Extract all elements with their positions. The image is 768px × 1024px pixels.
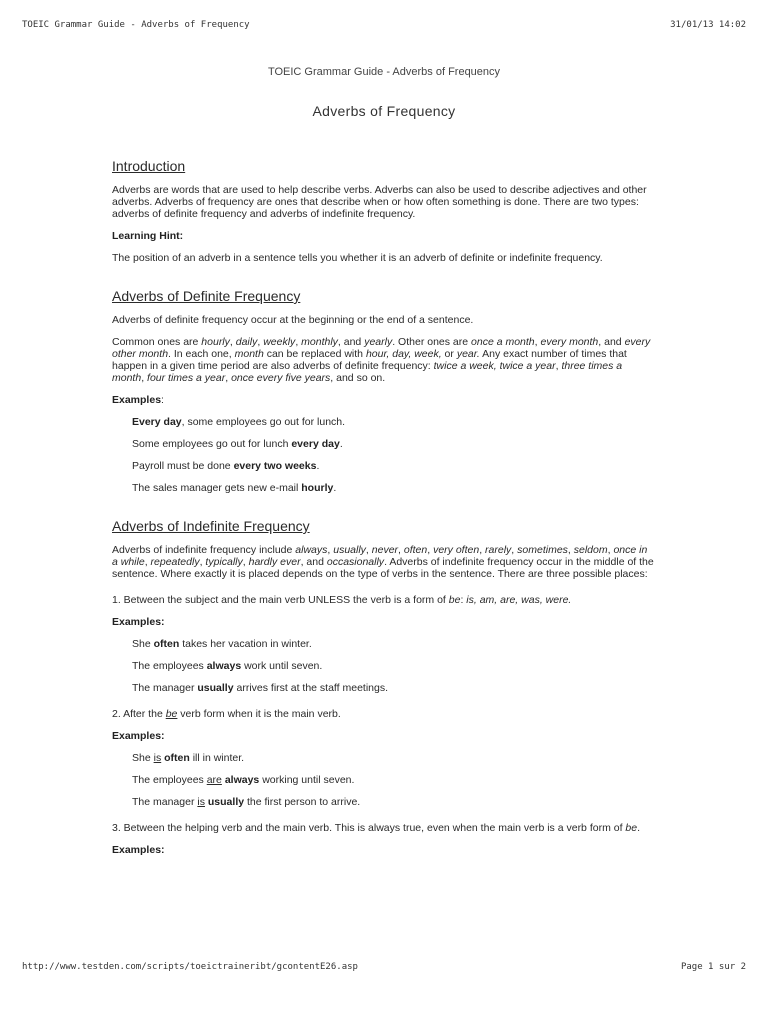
print-header [22, 20, 746, 30]
rule-1-example-1: She often takes her vacation in winter. [132, 638, 312, 650]
rule-3: 3. Between the helping verb and the main verb. This is always true, even when the main verb is a verb form of be. [112, 822, 641, 834]
rule-2-example-3: The manager is usually the first person to arrive. [132, 796, 361, 808]
definite-example-3: Payroll must be done every two weeks. [132, 460, 320, 472]
learning-hint-label: Learning Hint: [112, 230, 184, 242]
section-heading-definite-frequency: Adverbs of Definite Frequency [112, 288, 301, 304]
rule-2-examples-label: Examples: [112, 730, 165, 742]
indefinite-paragraph-1: Adverbs of indefinite frequency include always, usually, never, often, very often, rarely, sometimes, seldom, once in a while, repeatedly, typically, hardly ever, and occasionally. Adverbs of indefinite frequency occur in the middle of the sentence. Where exactly it is placed depends on the type of verbs in the sentence. There are three possible places: [112, 544, 654, 580]
definite-paragraph-1: Adverbs of definite frequency occur at the beginning or the end of a sentence. [112, 314, 474, 326]
print-footer-page-number: Page 1 sur 2 [680, 962, 746, 972]
rule-1-example-2: The employees always work until seven. [132, 660, 323, 672]
page-title: Adverbs of Frequency [312, 103, 456, 119]
print-header-datetime: 31/01/13 14:02 [670, 20, 746, 30]
print-footer-url: http://www.testden.com/scripts/toeictraineribt/gcontentE26.asp [22, 962, 358, 972]
intro-paragraph: Adverbs are words that are used to help describe verbs. Adverbs can also be used to describe adjectives and other adverbs. Adverbs of frequency are ones that describe when or how often something is done. There are two types: adverbs of definite frequency and adverbs of indefinite frequency. [112, 184, 647, 220]
section-heading-indefinite-frequency: Adverbs of Indefinite Frequency [112, 518, 310, 534]
learning-hint-text: The position of an adverb in a sentence tells you whether it is an adverb of definite or indefinite frequency. [112, 252, 603, 264]
print-footer [22, 962, 746, 972]
rule-3-examples-label: Examples: [112, 844, 165, 856]
rule-2-example-1: She is often ill in winter. [132, 752, 245, 764]
print-header-title: TOEIC Grammar Guide - Adverbs of Frequency [22, 20, 250, 30]
definite-paragraph-2: Common ones are hourly, daily, weekly, monthly, and yearly. Other ones are once a month, every month, and every other month. In each one, month can be replaced with hour, day, week, or year. Any exact number of times that happen in a given time period are also adverbs of definite frequency: twice a week, twice a year, three times a month, four times a year, once every five years, and so on. [112, 336, 651, 384]
rule-2-example-2: The employees are always working until seven. [132, 774, 355, 786]
rule-1-example-3: The manager usually arrives first at the staff meetings. [132, 682, 389, 694]
rule-2: 2. After the be verb form when it is the main verb. [112, 708, 341, 720]
rule-1: 1. Between the subject and the main verb UNLESS the verb is a form of be: is, am, are, was, were. [112, 594, 572, 606]
definite-examples-label: Examples: [112, 394, 164, 406]
section-heading-introduction: Introduction [112, 158, 186, 174]
document-body [112, 160, 656, 866]
document-subtitle: TOEIC Grammar Guide - Adverbs of Frequency [267, 66, 501, 78]
definite-example-1: Every day, some employees go out for lunch. [132, 416, 346, 428]
rule-1-examples-label: Examples: [112, 616, 165, 628]
definite-example-4: The sales manager gets new e-mail hourly. [132, 482, 337, 494]
definite-example-2: Some employees go out for lunch every day. [132, 438, 343, 450]
